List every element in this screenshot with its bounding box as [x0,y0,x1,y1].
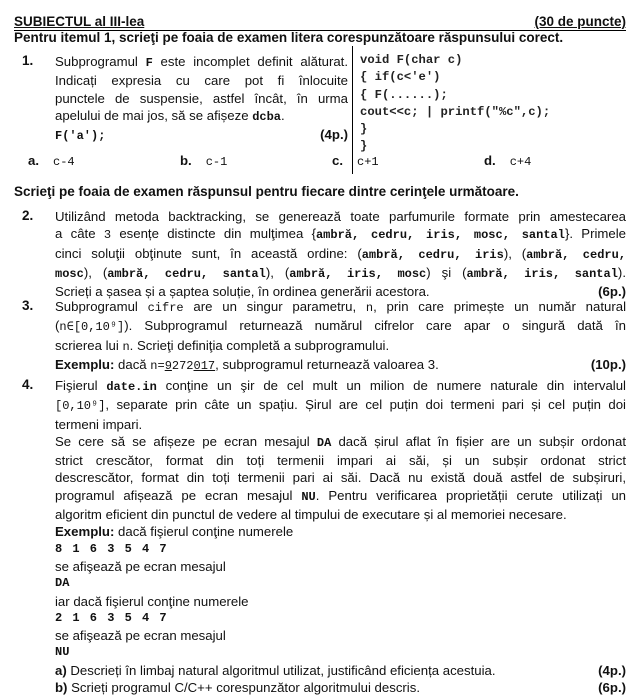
code: mosc [55,266,84,281]
text: are un singur parametru, [183,299,366,314]
example2-output: NU [55,645,70,660]
section-header [14,14,626,31]
code-line: void F(char c) [360,53,463,67]
item4-line1 [55,377,626,396]
item1-code [360,52,550,156]
item4-part-a [55,662,626,679]
text: dacă șirul aflat în fișier are un subșir ordonat [331,433,626,449]
example1-output: DA [55,576,70,591]
underlined-digits: 017 [193,358,216,373]
code: n= [150,358,165,373]
code-n: n [122,339,130,354]
text: Descrieți în limbaj natural algoritmul utilizat, justificând eficiența acestuia. [66,662,496,678]
option-letter: a. [28,153,39,168]
text: . [281,107,285,123]
text: conţine un şir de cel mult un milion de numere naturale din intervalul [156,378,626,393]
option-value: c+4 [509,155,532,169]
text: , prin care primește un număr natural [373,299,626,314]
item2-line2 [55,225,626,244]
option-c [332,153,379,169]
code: ambră, cedru, iris [361,247,504,262]
text: ), ( [265,264,290,280]
text: , subprogramul returnează valoarea [215,356,428,372]
option-letter: c. [332,153,343,168]
text: apelului de mai jos, să se afișeze [55,107,253,123]
instruction-items2-4: Scrieţi pe foaia de examen răspunsul pentru fiecare dintre cerinţele următoare. [14,184,519,199]
item3-line1 [55,298,626,317]
text: scrierea lui [55,337,123,353]
text: ), ( [503,245,527,261]
code: ambră, cedru, [526,247,626,262]
code-line: { F(......); [360,87,448,102]
item3-example [55,356,626,375]
item4-line4 [55,433,626,452]
part-a-points: (4p.) [598,662,626,678]
item3-line2 [55,317,626,336]
item1-line3: punctele de suspensie, astfel încât, în urma [55,90,348,106]
option-letter: b. [180,153,192,168]
text: dacă [114,356,151,372]
text: Se cere să se afișeze pe ecran mesajul [55,433,317,449]
item2-points: (6p.) [598,284,626,300]
item4-text [55,377,626,696]
item4-example1 [55,523,626,540]
text: Scrieți a șasea și a șaptea soluție, în ordinea generării acestora. [55,284,430,300]
item1-line1 [55,53,348,72]
text: programul afișează pe ecran mesajul [55,487,302,503]
item1-line2: Indicați expresia cu care pot fi înlocuite [55,73,348,89]
item2-line3 [55,245,626,264]
item1-line4 [55,107,348,126]
option-letter: d. [484,153,496,168]
item3-number: 3. [22,298,34,313]
code-F: F [145,56,153,70]
subject-points: (30 de puncte) [534,14,626,29]
option-value: c-1 [205,155,228,169]
item4-part-b [55,679,626,696]
code: 272 [171,358,194,373]
option-b [180,153,227,169]
example1-message-text: se afişează pe ecran mesajul [55,558,226,574]
text: . [435,356,439,372]
text: ). Subprogramul returnează numărul cifrelor care apar o singură dată în [124,318,626,334]
example-label: Exemplu: [55,356,115,372]
code-NU: NU [301,489,316,504]
item4-line5: strict crescător, format din toți termenii impari ai săi, și un subșir ordonat strict [55,453,626,469]
item3-points: (10p.) [590,356,626,372]
code-range: n∈[0,10⁹] [59,320,125,335]
example2-text: iar dacă fişierul conţine numerele [55,593,249,609]
code-filename: date.in [106,380,157,394]
option-a [28,153,75,169]
item4-number: 4. [22,377,34,392]
text: ). [617,264,626,280]
option-value: c-4 [53,155,75,169]
item3-line3 [55,337,626,356]
text: . Scrieţi definiţia completă a subprogramului. [129,337,390,353]
example1-numbers: 8 1 6 3 5 4 7 [55,541,167,556]
example2-message-text: se afişează pe ecran mesajul [55,628,226,644]
item4-line7 [55,487,626,506]
code-range: [0,10⁹] [55,399,106,414]
item1-call: F('a'); [55,129,106,144]
option-d [484,153,531,169]
text: Scrieți programul C/C++ corespunzător algoritmului descris. [67,680,420,696]
item4-line3: termeni impari. [55,416,143,432]
example-label: Exemplu: [55,524,115,540]
text: Subprogramul [55,299,148,314]
part-label: b) [55,680,68,696]
item2-number: 2. [22,208,34,223]
item1-text [55,53,348,145]
text: Subprogramul [55,54,146,69]
text: dacă fişierul conţine numerele [114,524,294,540]
code: 3 [103,228,112,243]
code-n: n [365,301,374,315]
code-cifre: cifre [147,301,184,315]
item2-line4 [55,264,626,283]
item4-line6: descrescător, format din toți termenii pari ai săi. Dacă nu există două astfel de subșiruri, [55,470,626,486]
item2-line1: Utilizând metoda backtracking, se generează toate parfumurile formate prin amestecarea [55,209,626,224]
code-line: cout<<c; | printf("%c",c); [360,104,551,119]
item3-text [55,298,626,375]
text: . Pentru verificarea proprietății cerute utilizați un [315,487,626,503]
text: , separate prin câte un spațiu. Șirul are cel puțin doi termeni pari și cel puțin doi [105,397,626,413]
text: }. Primele [564,226,626,242]
option-value: c+1 [357,155,379,169]
part-b-points: (6p.) [598,680,626,696]
code-set: ambră, cedru, iris, mosc, santal [315,228,565,243]
example2-numbers: 2 1 6 3 5 4 7 [55,610,167,625]
text: a câte [55,226,104,242]
item1-points: (4p.) [320,127,348,143]
code: ambră, cedru, santal [107,266,266,281]
code-line: } [360,139,368,154]
text: Fişierul [55,378,107,393]
underlined-digit: 9 [164,358,172,373]
code: ambră, iris, santal [466,266,618,281]
text: esențe distincte din mulţimea { [111,226,316,242]
instruction-item1: Pentru itemul 1, scrieţi pe foaia de examen litera corespunzătoare răspunsului corect. [14,30,564,45]
item1-call-line [55,126,348,145]
text: ), ( [83,264,108,280]
code-DA: DA [316,435,332,450]
code-line: } [360,122,368,137]
item2-text [55,208,626,300]
text: este incomplet definit alăturat. [152,54,348,69]
subject-title: SUBIECTUL al III-lea [14,14,145,29]
text: ) şi ( [426,264,467,280]
item4-line8: algoritm eficient din punctul de vedere al timpului de executare și al memoriei necesare. [55,507,567,523]
return-value: 3 [427,356,436,372]
item4-line2 [55,396,626,415]
text: ( [55,318,60,334]
item1-number: 1. [22,53,34,68]
code-line: { if(c<'e') [360,70,441,85]
part-label: a) [55,662,67,678]
text: cinci soluţii obţinute sunt, în această ordine: ( [55,245,362,261]
code-dcba: dcba [252,109,282,124]
code: ambră, iris, mosc [289,266,427,281]
